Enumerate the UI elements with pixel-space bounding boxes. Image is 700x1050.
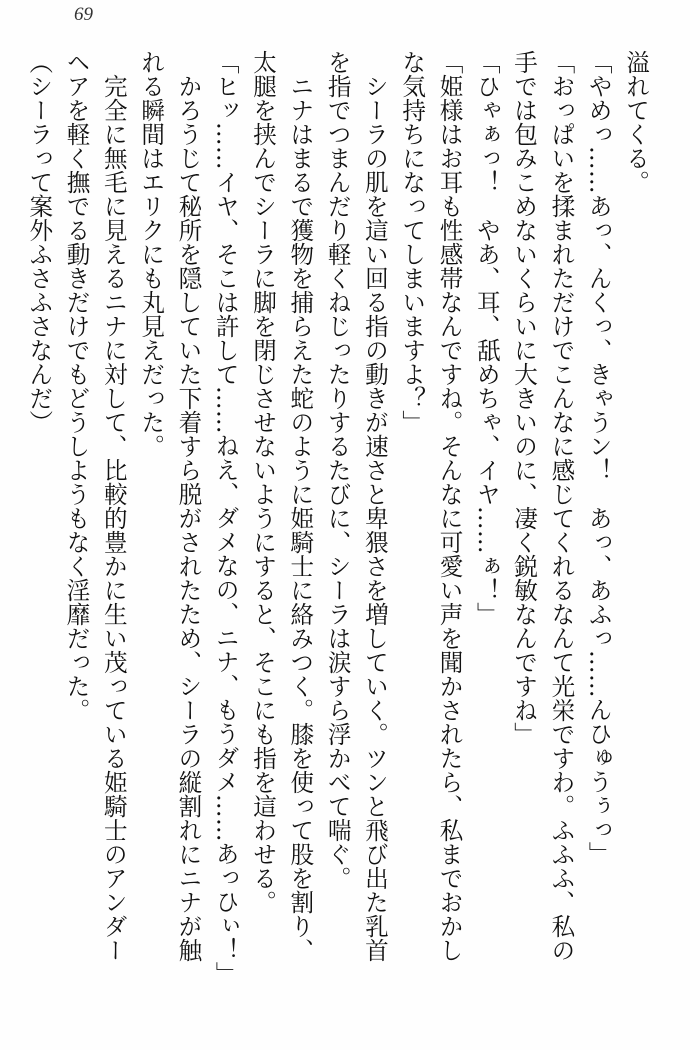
vertical-text-body (20, 50, 654, 1040)
text-line: 「おっぱいを揉まれただけでこんなに感じてくれるなんて光栄ですわ。ふふふ、私の (547, 50, 576, 962)
text-line: かろうじて秘所を隠していた下着すら脱がされたため、シーラの縦割れにニナが触 (174, 50, 203, 962)
text-line: シーラの肌を這い回る指の動きが速さと卑猥さを増していく。ツンと飛び出た乳首 (360, 50, 389, 962)
text-line: れる瞬間はエリクにも丸見えだった。 (137, 50, 166, 458)
text-line: 「やめっ……あっ、んくっ、きゃうン！ あっ、あふっ……んひゅうぅっ」 (584, 50, 613, 866)
text-line: ニナはまるで獲物を捕らえた蛇のように姫騎士に絡みつく。膝を使って股を割り、 (286, 50, 315, 962)
text-line: ヘアを軽く撫でる動きだけでもどうしようもなく淫靡だった。 (62, 50, 91, 722)
text-line: 「姫様はお耳も性感帯なんですね。そんなに可愛い声を聞かされたら、私までおかし (435, 50, 464, 962)
text-line: 手では包みこめないくらいに大きいのに、凄く鋭敏なんですね」 (510, 50, 539, 746)
text-line: 「ヒッ……イヤ、そこは許して……ねえ、ダメなの、ニナ、もうダメ……あっひぃ！」 (211, 50, 240, 986)
text-line: 「ひゃぁっ！ やあ、耳、舐めちゃ、イヤ……ぁ！」 (472, 50, 501, 626)
text-line: （シーラって案外ふさふさなんだ） (25, 50, 54, 434)
text-line: 溢れてくる。 (622, 50, 650, 194)
text-line: 完全に無毛に見えるニナに対して、比較的豊かに生い茂っている姫騎士のアンダー (99, 50, 128, 962)
page-number: 69 (74, 4, 93, 25)
text-line: な気持ちになってしまいますよ？」 (398, 50, 427, 434)
text-line: を指でつまんだり軽くねじったりするたびに、シーラは涙すら浮かべて喘ぐ。 (323, 50, 352, 890)
text-line: 太腿を挟んでシーラに脚を閉じさせないようにすると、そこにも指を這わせる。 (249, 50, 278, 914)
